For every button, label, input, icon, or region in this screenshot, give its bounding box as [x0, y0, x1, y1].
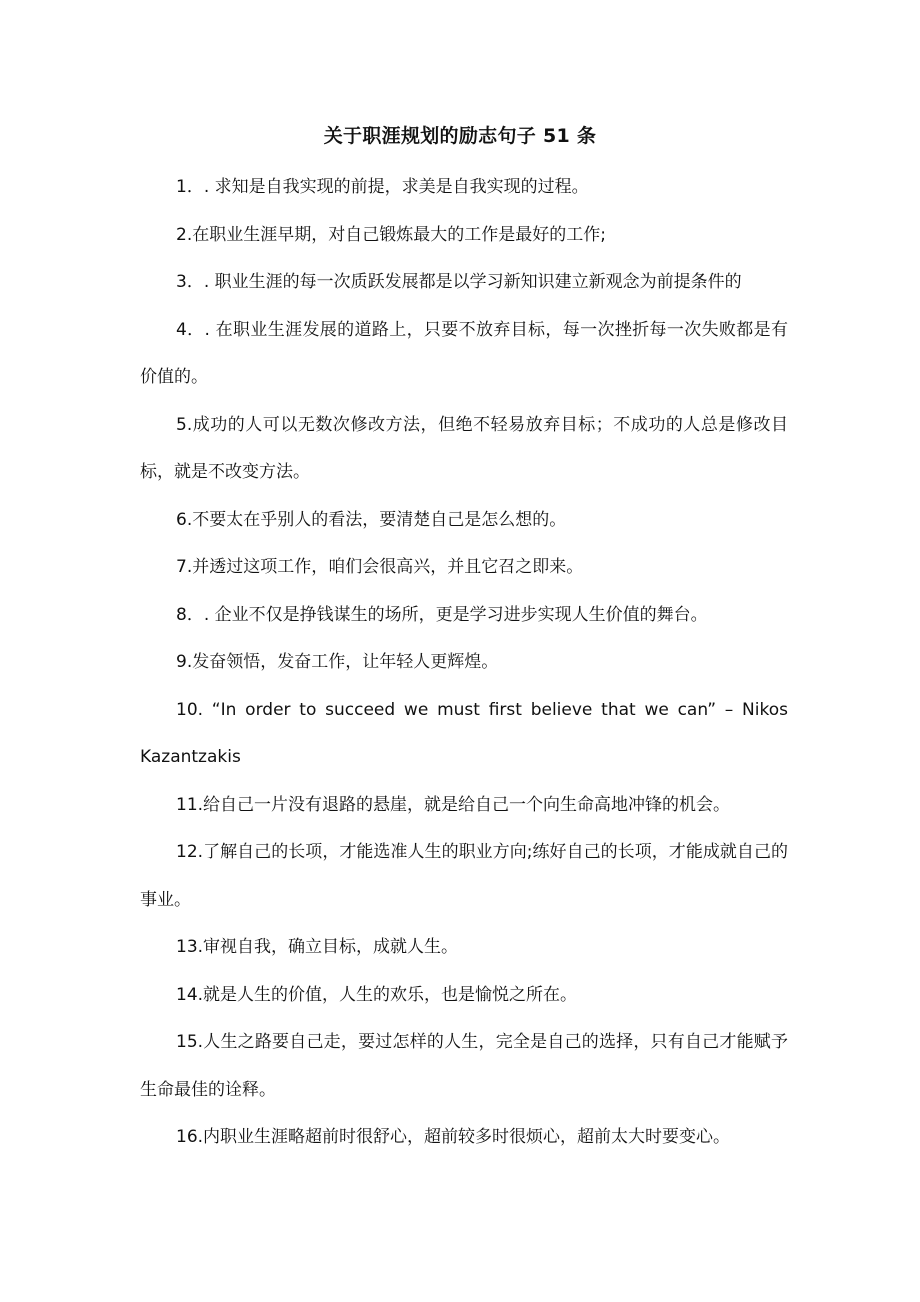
quote-paragraph: 12.了解自己的长项，才能选准人生的职业方向;练好自己的长项，才能成就自己的事业。 [140, 842, 788, 910]
quote-paragraph: 1．. 求知是自我实现的前提，求美是自我实现的过程。 [176, 177, 589, 197]
quote-paragraph: 9.发奋领悟，发奋工作，让年轻人更辉煌。 [176, 652, 499, 672]
quote-paragraph: 16.内职业生涯略超前时很舒心，超前较多时很烦心，超前太大时要变心。 [176, 1127, 731, 1147]
quote-paragraph: 14.就是人生的价值，人生的欢乐，也是愉悦之所在。 [176, 984, 578, 1005]
quote-paragraph: 6.不要太在乎别人的看法，要清楚自己是怎么想的。 [176, 509, 567, 530]
quote-paragraph: 8．. 企业不仅是挣钱谋生的场所，更是学习进步实现人生价值的舞台。 [176, 604, 708, 625]
quote-paragraph: 10. “In order to succeed we must first believe that we can” – Nikos Kazantzakis [140, 699, 788, 767]
quote-paragraph: 2.在职业生涯早期，对自己锻炼最大的工作是最好的工作; [176, 224, 606, 245]
quote-paragraph: 13.审视自我，确立目标，成就人生。 [176, 937, 459, 957]
quote-paragraph: 11.给自己一片没有退路的悬崖，就是给自己一个向生命高地冲锋的机会。 [176, 794, 731, 815]
quote-paragraph: 7.并透过这项工作，咱们会很高兴，并且它召之即来。 [176, 557, 584, 577]
quote-paragraph: 3．. 职业生涯的每一次质跃发展都是以学习新知识建立新观念为前提条件的 [176, 272, 742, 292]
quote-paragraph: 15.人生之路要自己走，要过怎样的人生，完全是自己的选择，只有自己才能赋予生命最佳的诠释。 [140, 1032, 788, 1100]
quote-paragraph: 4．. 在职业生涯发展的道路上，只要不放弃目标，每一次挫折每一次失败都是有价值的。 [140, 319, 788, 387]
quote-list [140, 164, 788, 1162]
document-title: 关于职涯规划的励志句子 51 条 [323, 125, 597, 147]
quote-paragraph: 5.成功的人可以无数次修改方法，但绝不轻易放弃目标；不成功的人总是修改目标，就是不改变方法。 [140, 414, 788, 482]
